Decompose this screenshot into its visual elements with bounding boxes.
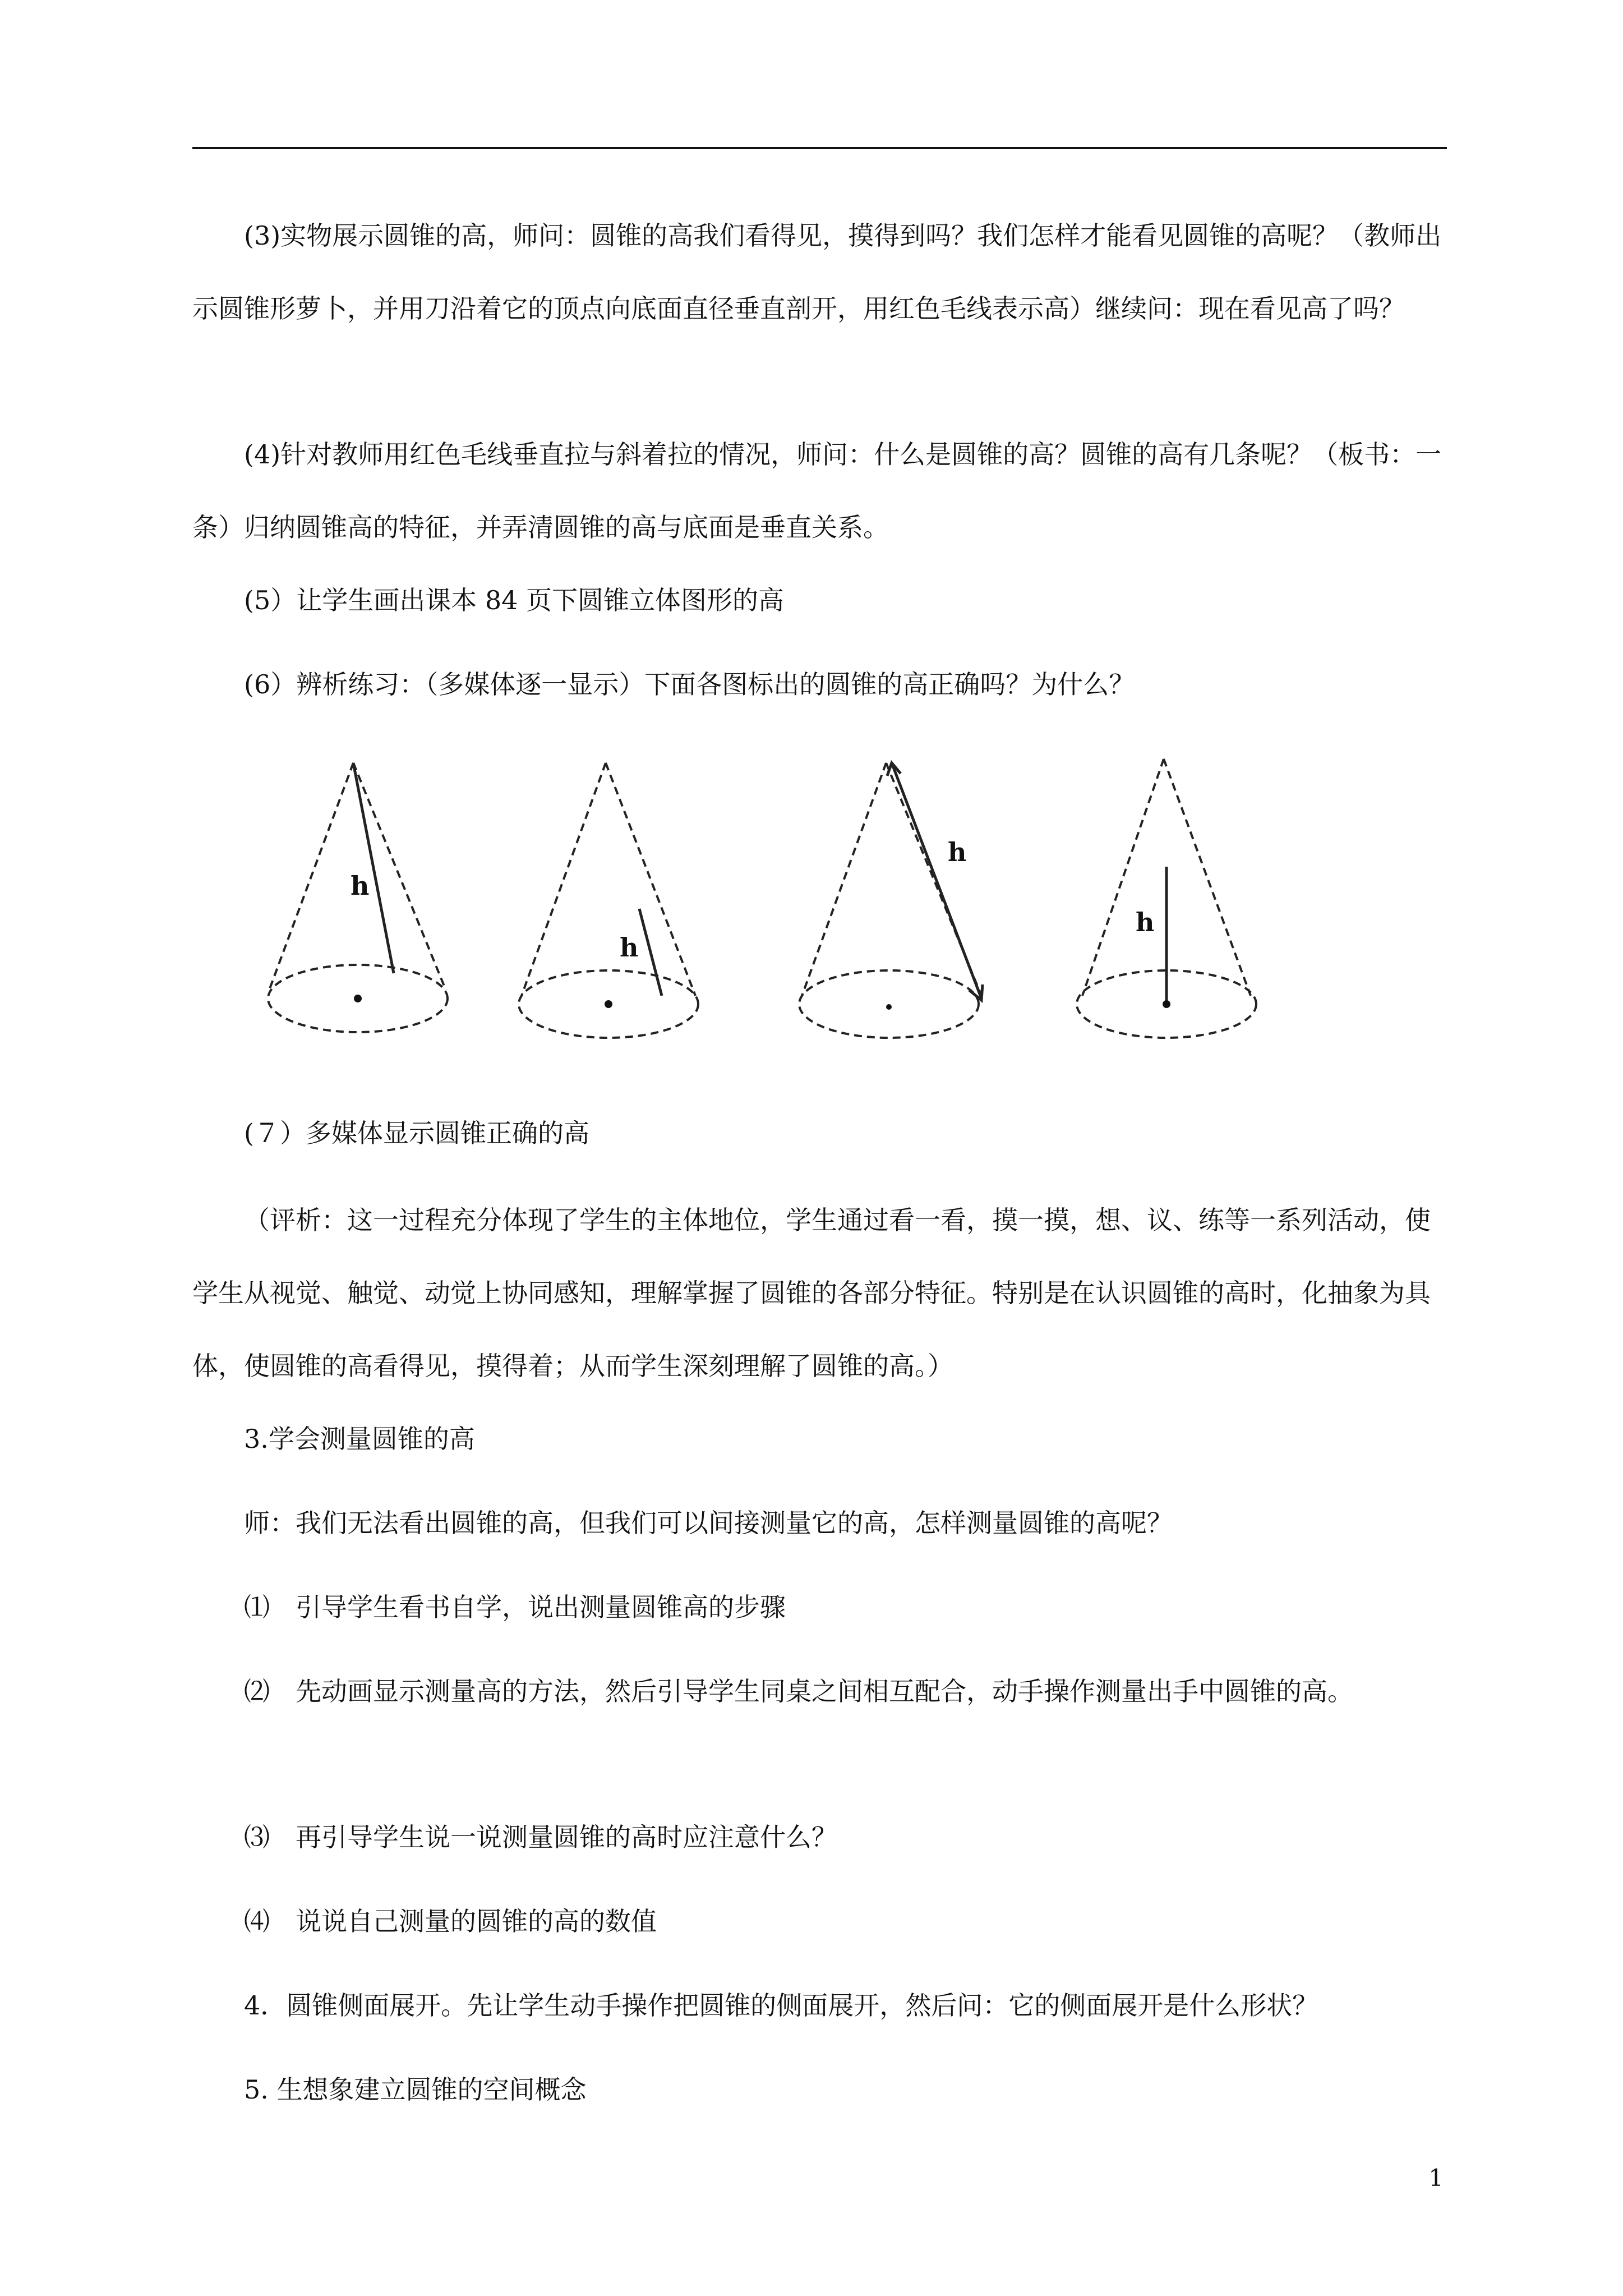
cone-3-h-label: h (948, 837, 967, 867)
cone-2 (519, 763, 698, 1038)
section-3-heading: 3.学会测量圆锥的高 (244, 1424, 475, 1454)
cone-4-h-label: h (1136, 907, 1155, 937)
cone-2-center-dot (605, 1000, 612, 1008)
cone-2-height-line (639, 909, 662, 996)
paragraph-6: (6）辨析练习：（多媒体逐一显示）下面各图标出的圆锥的高正确吗？为什么？ (244, 669, 1135, 700)
step-1: ⑴ 引导学生看书自学，说出测量圆锥高的步骤 (244, 1592, 786, 1622)
header-rule (192, 147, 1447, 149)
teacher-question: 师：我们无法看出圆锥的高，但我们可以间接测量它的高，怎样测量圆锥的高呢？ (244, 1508, 1173, 1538)
page-number: 1 (1428, 2164, 1444, 2192)
cone-2-h-label: h (620, 932, 639, 963)
cone-1-height-line (353, 763, 394, 973)
section-4: 4．圆锥侧面展开。先让学生动手操作把圆锥的侧面展开，然后问：它的侧面展开是什么形状？ (244, 1990, 1318, 2021)
paragraph-3: (3)实物展示圆锥的高，师问：圆锥的高我们看得见，摸得到吗？我们怎样才能看见圆锥的高呢？（教师出示圆锥形萝卜，并用刀沿着它的顶点向底面直径垂直剖开，用红色毛线表示高）继续问：现在看见高了吗？ (192, 220, 1442, 324)
cone-3 (799, 763, 981, 1038)
commentary: （评析：这一过程充分体现了学生的主体地位，学生通过看一看，摸一摸，想、议、练等一系列活动，使学生从视觉、触觉、动觉上协同感知，理解掌握了圆锥的各部分特征。特别是在认识圆锥的高时，化抽象为具体，使圆锥的高看得见，摸得着；从而学生深刻理解了圆锥的高。） (192, 1205, 1431, 1381)
section-5: 5. 生想象建立圆锥的空间概念 (244, 2074, 587, 2105)
cone-figures (247, 749, 1324, 1063)
paragraph-4: (4)针对教师用红色毛线垂直拉与斜着拉的情况，师问：什么是圆锥的高？圆锥的高有几条呢？（板书：一条）归纳圆锥高的特征，并弄清圆锥的高与底面是垂直关系。 (192, 439, 1442, 542)
cone-3-center-dot (886, 1004, 892, 1010)
paragraph-5: (5）让学生画出课本 84 页下圆锥立体图形的高 (244, 585, 784, 615)
cone-4-center-dot (1163, 1000, 1170, 1008)
step-4: ⑷ 说说自己测量的圆锥的高的数值 (244, 1906, 657, 1936)
step-2: ⑵ 先动画显示测量高的方法，然后引导学生同桌之间相互配合，动手操作测量出手中圆锥的高。 (244, 1676, 1353, 1706)
paragraph-7: (７）多媒体显示圆锥正确的高 (244, 1118, 589, 1148)
cone-1-center-dot (354, 995, 362, 1002)
cone-3-height-line (892, 763, 981, 999)
step-3: ⑶ 再引导学生说一说测量圆锥的高时应注意什么？ (244, 1822, 837, 1852)
cone-1-h-label: h (351, 871, 370, 901)
